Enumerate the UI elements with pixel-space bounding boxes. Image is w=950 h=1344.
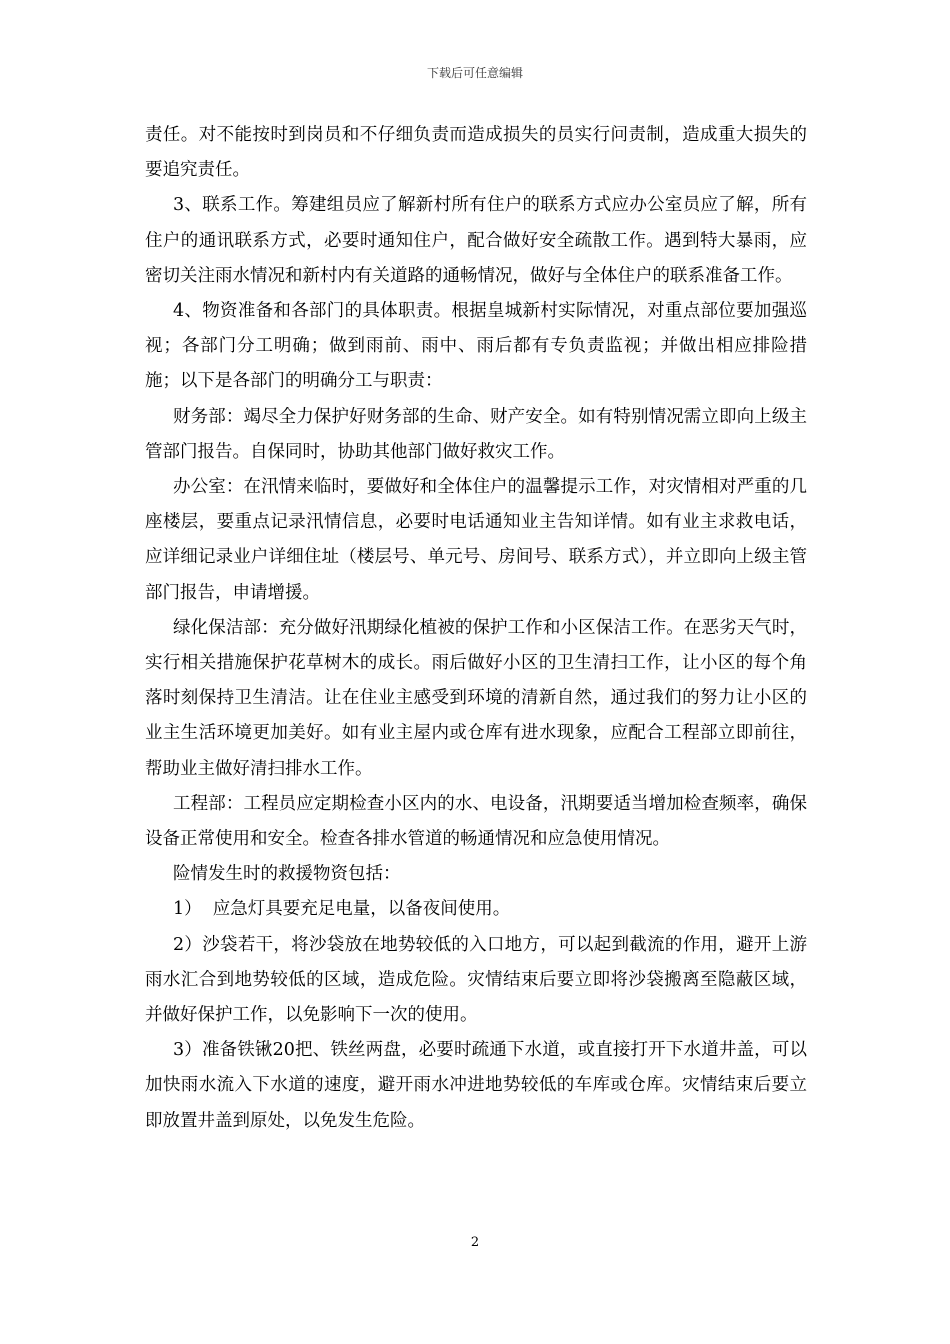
paragraph: 3、联系工作。筹建组员应了解新村所有住户的联系方式应办公室员应了解，所有住户的通讯联系方式，必要时通知住户，配合做好安全疏散工作。遇到特大暴雨，应密切关注雨水情况和新村内有关道路的通畅情况，做好与全体住户的联系准备工作。 [145, 195, 807, 286]
list-item: 2）沙袋若干，将沙袋放在地势较低的入口地方，可以起到截流的作用，避开上游雨水汇合到地势较低的区域，造成危险。灾情结束后要立即将沙袋搬离至隐蔽区域，并做好保护工作，以免影响下一次的使用。 [145, 934, 807, 1026]
paragraph: 办公室：在汛情来临时，要做好和全体住户的温馨提示工作，对灾情相对严重的几座楼层，要重点记录汛情信息，必要时电话通知业主告知详情。如有业主求救电话，应详细记录业户详细住址（楼层号、单元号、房间号、联系方式），并立即向上级主管部门报告，申请增援。 [145, 477, 807, 603]
page-number: 2 [470, 1235, 480, 1250]
page-header: 下载后可任意编辑 [426, 66, 523, 80]
paragraph: 险情发生时的救援物资包括： [173, 864, 401, 885]
paragraph: 工程部：工程员应定期检查小区内的水、电设备，汛期要适当增加检查频率，确保设备正常使用和安全。检查各排水管道的畅通情况和应急使用情况。 [145, 793, 807, 850]
list-item: 3）准备铁锹20把、铁丝两盘，必要时疏通下水道，或直接打开下水道井盖，可以加快雨水流入下水道的速度，避开雨水冲进地势较低的车库或仓库。灾情结束后要立即放置井盖到原处，以免发生危险。 [145, 1040, 807, 1131]
list-item: 1） 应急灯具要充足电量，以备夜间使用。 [173, 899, 511, 920]
paragraph: 责任。对不能按时到岗员和不仔细负责而造成损失的员实行问责制，造成重大损失的要追究责任。 [145, 125, 807, 181]
document-body [145, 118, 807, 1139]
paragraph: 财务部：竭尽全力保护好财务部的生命、财产安全。如有特别情况需立即向上级主管部门报告。自保同时，协助其他部门做好救灾工作。 [145, 406, 807, 462]
paragraph: 绿化保洁部：充分做好汛期绿化植被的保护工作和小区保洁工作。在恶劣天气时，实行相关措施保护花草树木的成长。雨后做好小区的卫生清扫工作，让小区的每个角落时刻保持卫生清洁。让在住业主感受到环境的清新自然，通过我们的努力让小区的业主生活环境更加美好。如有业主屋内或仓库有进水现象，应配合工程部立即前往，帮助业主做好清扫排水工作。 [145, 617, 807, 779]
paragraph: 4、物资准备和各部门的具体职责。根据皇城新村实际情况，对重点部位要加强巡视；各部门分工明确；做到雨前、雨中、雨后都有专负责监视；并做出相应排险措施；以下是各部门的明确分工与职责： [145, 301, 807, 392]
